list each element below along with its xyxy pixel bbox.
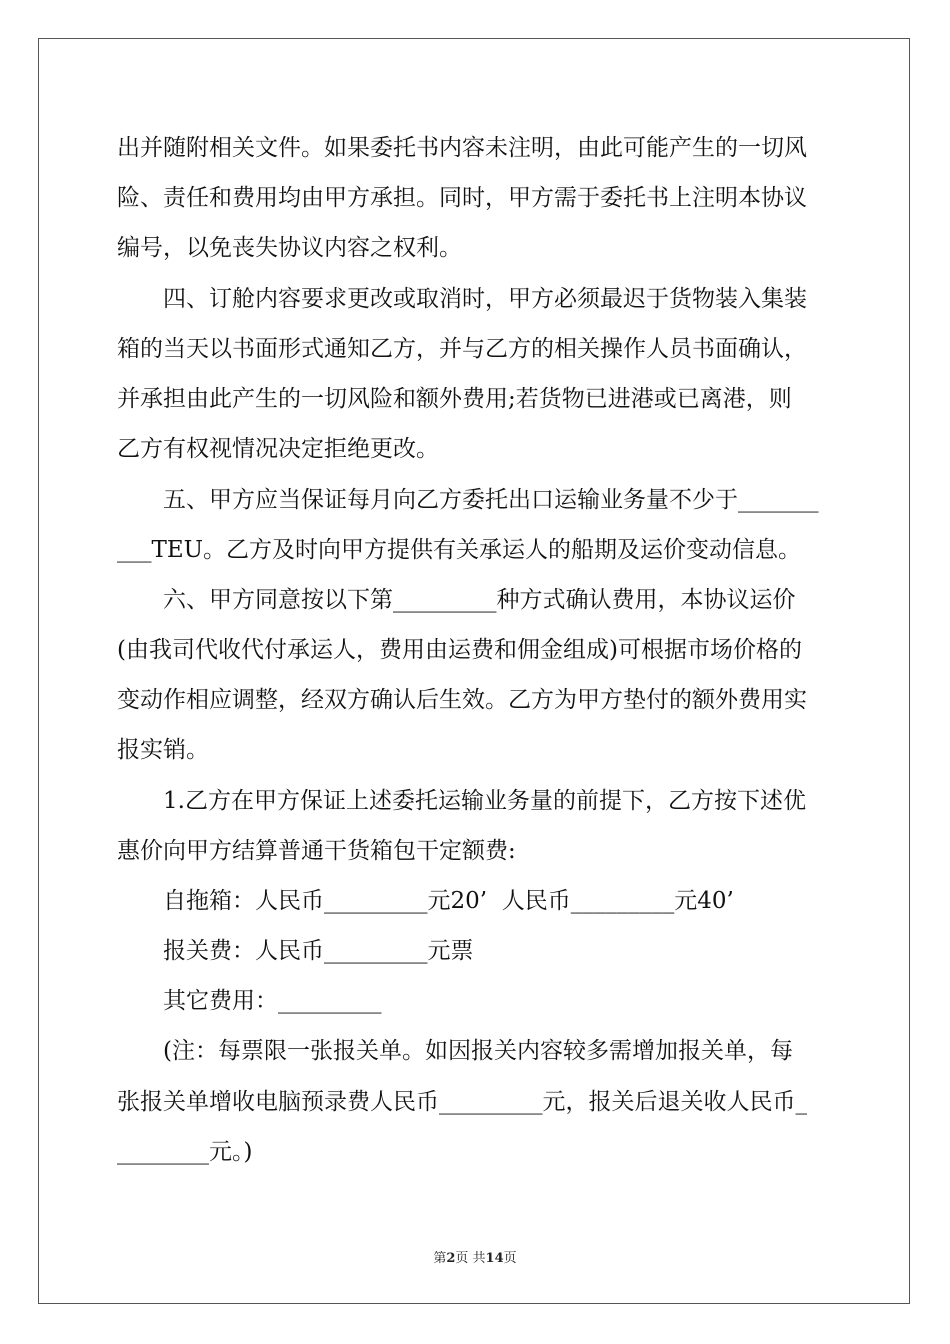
note-start: (注：每票限一张报关单。如因报关内容较多需增加报关单，每	[163, 1038, 793, 1064]
fee-line-customs: 报关费：人民币_________元票	[163, 938, 474, 964]
paragraph-start: 四、订舱内容要求更改或取消时，甲方必须最迟于货物装入集装	[163, 286, 807, 312]
text-line: 乙方有权视情况决定拒绝更改。	[117, 436, 439, 462]
text-line: 并承担由此产生的一切风险和额外费用;若货物已进港或已离港，则	[117, 386, 792, 412]
text-line: 箱的当天以书面形式通知乙方，并与乙方的相关操作人员书面确认，	[117, 336, 807, 362]
text-line: (由我司代收代付承运人，费用由运费和佣金组成)可根据市场价格的	[117, 637, 802, 663]
text-line: 险、责任和费用均由甲方承担。同时，甲方需于委托书上注明本协议	[117, 185, 807, 211]
footer-mid: 页 共	[455, 1251, 486, 1266]
text-line: 变动作相应调整，经双方确认后生效。乙方为甲方垫付的额外费用实	[117, 687, 807, 713]
paragraph-start: 五、甲方应当保证每月向乙方委托出口运输业务量不少于_______	[163, 487, 819, 513]
total-pages: 14	[485, 1251, 504, 1266]
paragraph-start: 六、甲方同意按以下第_________种方式确认费用，本协议运价	[163, 587, 796, 613]
text-line: 编号，以免丧失协议内容之权利。	[117, 235, 462, 261]
page-footer	[0, 1247, 950, 1266]
text-line: 报实销。	[117, 737, 209, 763]
text-line: 出并随附相关文件。如果委托书内容未注明，由此可能产生的一切风	[117, 135, 807, 161]
fee-line-container: 自拖箱：人民币_________元20’ 人民币_________元40’	[163, 888, 734, 914]
paragraph-start: 1.乙方在甲方保证上述委托运输业务量的前提下，乙方按下述优	[163, 788, 806, 814]
fee-line-other: 其它费用：_________	[163, 988, 382, 1014]
text-line: 惠价向甲方结算普通干货箱包干定额费:	[117, 838, 516, 864]
footer-suffix: 页	[503, 1251, 517, 1266]
text-line: ________元。)	[117, 1139, 253, 1165]
text-line: 张报关单增收电脑预录费人民币_________元，报关后退关收人民币_	[117, 1089, 807, 1115]
footer-prefix: 第	[433, 1251, 447, 1266]
page-number: 2	[446, 1251, 456, 1266]
text-line: ___TEU。乙方及时向甲方提供有关承运人的船期及运价变动信息。	[117, 537, 802, 563]
